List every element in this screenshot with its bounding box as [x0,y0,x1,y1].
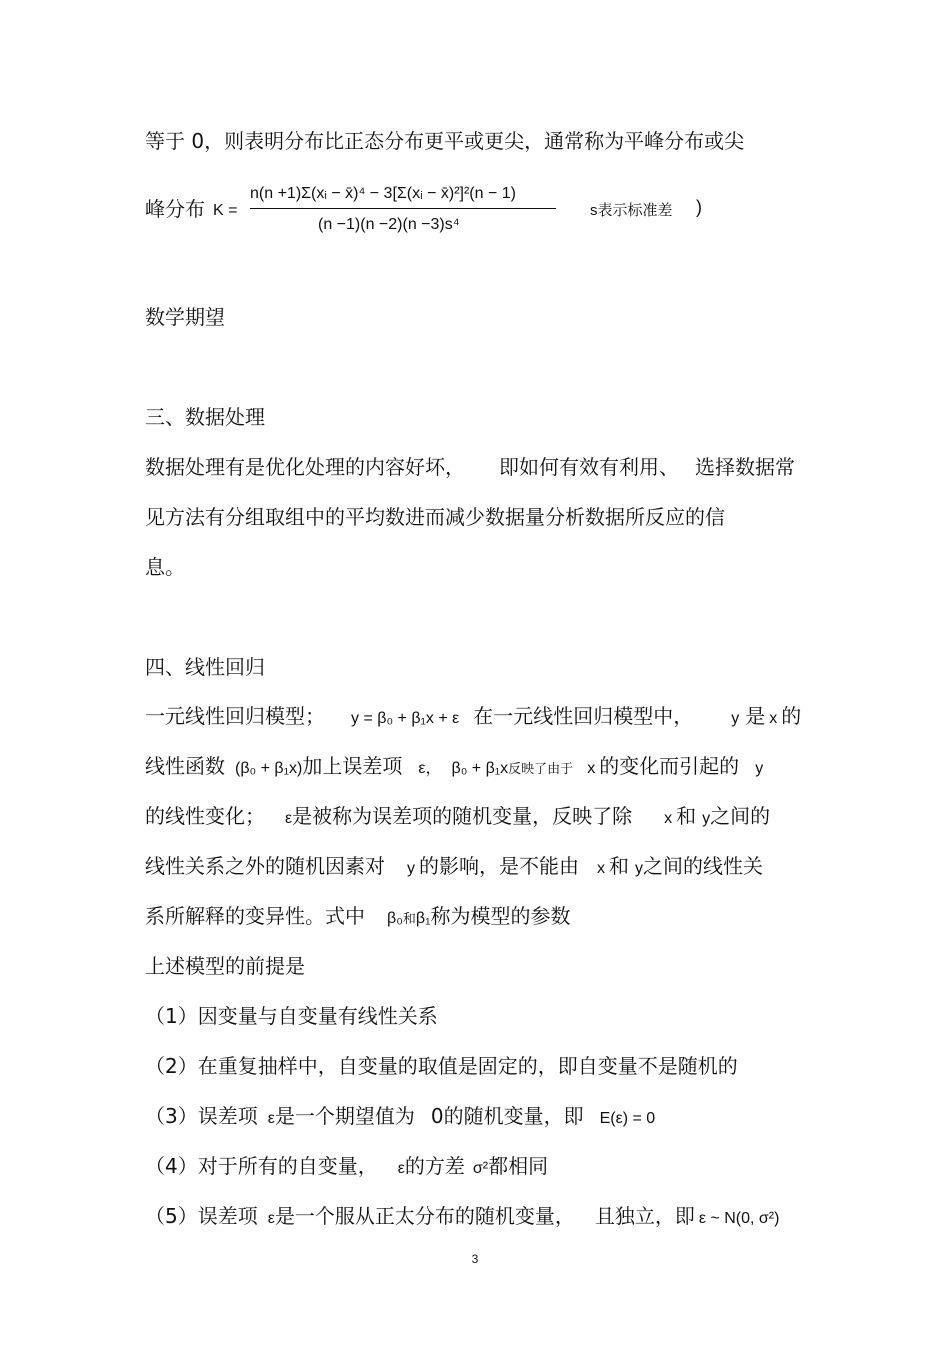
kurtosis-k-label: K = [213,202,238,219]
premise-3 [145,1103,655,1132]
paragraph-line-3 [145,803,770,832]
section4-heading: 四、线性回归 [145,655,265,679]
premise-4 [145,1153,548,1182]
premise-4-variance: σ² [472,1160,489,1177]
premise-3-epsilon: ε [267,1110,275,1127]
p2-text-a: 线性函数 [145,754,225,778]
p3-text-e: 和 [676,804,697,828]
premise-3-number: （3） [145,1104,198,1128]
section3-heading: 三、数据处理 [145,405,265,429]
p5-beta1: β₁ [415,910,431,927]
p1-var-y: y [731,710,740,727]
p2-epsilon: ε， [418,760,442,777]
premise-1-text: 因变量与自变量有线性关系 [197,1004,438,1028]
premise-4-number: （4） [145,1154,198,1178]
p1-text-d: 是 [745,704,766,728]
p5-text-a: 系所解释的变异性。式中 [145,904,365,928]
paragraph-line-2 [145,753,763,783]
premise-1-number: （1） [145,1004,198,1028]
p3-var-y: y [702,810,711,827]
premise-3-text-b: 是一个期望值为 [274,1104,415,1128]
p2-text-g: 的变化而引起的 [599,754,740,778]
premise-3-text-c: 的随机变量，即 [443,1104,584,1128]
section3-line-1b: 即如何有效有利用、 [499,455,679,479]
fraction-bar [250,208,556,209]
paragraph-line-4 [145,853,763,882]
premise-2 [145,1053,738,1079]
premise-1 [145,1003,438,1029]
premise-3-text-a: 误差项 [197,1104,258,1128]
section3-line-2: 见方法有分组取组中的平均数进而减少数据量分析数据所反应的信 [145,505,725,529]
p4-var-y-2: y [635,860,643,877]
p4-text-g: 之间的线性关 [643,854,763,878]
kurtosis-numerator: n(n +1)Σ(xᵢ − x̄)⁴ − 3[Σ(xᵢ − x̄)²]²(n − 1) [250,185,516,202]
p1-var-x: x [769,710,778,727]
premise-3-expectation: E(ε) = 0 [599,1110,656,1127]
p3-text-c: 是被称为误差项的随机变量，反映了除 [292,804,633,828]
section3-line-3: 息。 [145,555,185,579]
premise-5-number: （5） [145,1204,198,1228]
text-line-2-prefix: 峰分布 [145,197,205,221]
p1-text-f: 的 [781,704,802,728]
p4-text-c: 的影响，是不能由 [419,854,579,878]
linear-model-equation: y = β₀ + β₁x + ε [351,710,460,727]
p5-beta0: β₀ [387,910,403,927]
p3-text-g: 之间的 [710,804,771,828]
kurtosis-denominator: (n −1)(n −2)(n −3)s⁴ [318,216,460,233]
paragraph-line-5 [145,903,570,933]
p4-text-a: 线性关系之外的随机因素对 [145,854,385,878]
premise-5-text-a: 误差项 [197,1204,258,1228]
section3-line-1 [145,454,795,480]
text-line-1: 等于 0，则表明分布比正态分布更平或更尖，通常称为平峰分布或尖 [145,129,745,153]
p3-epsilon: ε [285,810,293,827]
std-dev-note: s表示标准差 [590,202,673,219]
p2-var-y: y [755,760,764,777]
premise-4-text-a: 对于所有的自变量， [197,1154,378,1178]
section3-line-1c: 选择数据常 [695,455,795,479]
premise-4-text-c: 都相同 [488,1154,549,1178]
p5-text-c: 和 [402,912,416,927]
p1-text-a: 一元线性回归模型； [145,704,325,728]
p4-text-e: 和 [609,854,629,878]
p3-var-x: x [664,810,673,827]
premise-3-zero: 0 [430,1104,444,1128]
p1-text-b: 在一元线性回归模型中， [473,704,694,728]
p2-var-x: x [587,760,596,777]
premise-5 [145,1203,779,1232]
premise-5-epsilon: ε [267,1210,275,1227]
p5-text-e: 称为模型的参数 [430,904,571,928]
premise-heading: 上述模型的前提是 [145,954,305,978]
premise-4-text-b: 的方差 [404,1154,465,1178]
premise-2-number: （2） [145,1054,198,1078]
section3-line-1a: 数据处理有是优化处理的内容好坏， [145,455,465,479]
p4-var-y: y [407,860,415,877]
p2-expression: (β₀ + β₁x) [235,760,303,777]
premise-2-text: 在重复抽样中，自变量的取值是固定的，即自变量不是随机的 [197,1054,738,1078]
premise-4-epsilon: ε [397,1160,405,1177]
p3-text-a: 的线性变化； [145,804,265,828]
premise-5-distribution: ε ~ N(0, σ²) [698,1210,780,1227]
math-expectation-heading: 数学期望 [145,305,225,329]
premise-5-text-c: 且独立，即 [594,1204,695,1228]
p2-expression-2: β₀ + β₁x [451,760,509,777]
paragraph-line-1 [145,703,801,732]
premise-5-text-b: 是一个服从正太分布的随机变量， [274,1204,575,1228]
p2-text-e: 反映了由于 [508,762,574,777]
close-paren: ) [696,197,702,217]
page-number: 3 [471,1252,479,1266]
p4-var-x: x [597,860,605,877]
p2-text-b: 加上误差项 [302,754,403,778]
